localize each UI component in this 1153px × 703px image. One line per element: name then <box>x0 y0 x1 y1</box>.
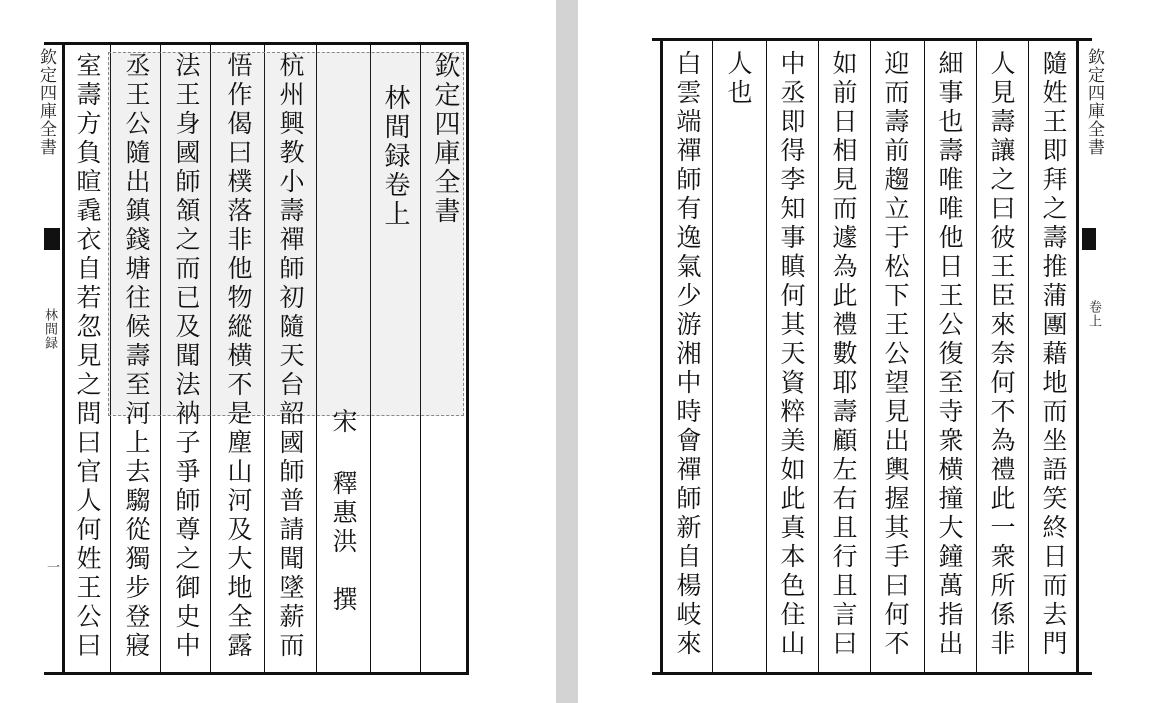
column-rule <box>976 38 977 675</box>
fish-tail-mark <box>1082 228 1096 250</box>
author: 釋惠洪 撰 <box>329 470 358 615</box>
text-line: 隨姓王即拜之壽推蒲團藉地而坐語笑終日而去門 <box>1039 50 1068 659</box>
dynasty: 宋 <box>329 408 358 437</box>
inner-right-border <box>1076 38 1079 675</box>
text-line: 丞王公隨出鎮錢塘往候壽至河上去騶從獨步登寢 <box>122 52 151 661</box>
text-line: 如前日相見而遽為此禮數耶壽顧左右且行且言曰 <box>829 50 858 659</box>
text-line: 中丞即得李知事瞋何其天資粹美如此真本色住山 <box>777 50 806 659</box>
bottom-border <box>652 672 1092 675</box>
inner-left-border <box>62 42 65 675</box>
column-rule <box>712 38 713 675</box>
top-border <box>44 42 468 45</box>
top-border <box>652 38 1092 41</box>
text-line: 人見壽讓之曰彼王臣來奈何不為禮此一衆所係非 <box>987 50 1016 659</box>
fish-tail-mark <box>44 228 60 250</box>
volume-title: 林間録卷上 <box>380 84 410 229</box>
left-edge-label: 林間録 <box>42 308 57 350</box>
text-line: 室壽方負暄毳衣自若忽見之問曰官人何姓王公曰 <box>73 52 102 661</box>
right-edge-header: 欽定四庫全書 <box>1084 48 1104 156</box>
column-rule <box>1028 38 1029 675</box>
left-page <box>0 0 556 703</box>
column-rule <box>924 38 925 675</box>
bottom-border <box>44 672 468 675</box>
page-gutter <box>556 0 578 703</box>
text-line: 迎而壽前趨立于松下王公望見出輿握其手曰何不 <box>881 50 910 659</box>
text-line: 白雲端禪師有逸氣少游湘中時會禪師新自楊岐來 <box>673 50 702 659</box>
column-rule <box>818 38 819 675</box>
book-header: 欽定四庫全書 <box>430 52 460 226</box>
page-number: 一 <box>44 560 59 574</box>
text-line: 杭州興教小壽禪師初隨天台韶國師普請聞墜薪而 <box>276 52 305 661</box>
column-rule <box>766 38 767 675</box>
text-line: 人也 <box>724 50 753 108</box>
text-line: 細事也壽唯唯他日王公復至寺衆横撞大鐘萬指出 <box>935 50 964 659</box>
right-border <box>466 42 469 675</box>
text-line: 法王身國師頷之而已及聞法衲子爭師尊之御史中 <box>172 52 201 661</box>
column-rule <box>870 38 871 675</box>
left-edge-header: 欽定四庫全書 <box>36 48 56 156</box>
right-edge-label: 卷上 <box>1086 300 1101 328</box>
right-page <box>578 0 1153 703</box>
left-border <box>660 38 663 675</box>
text-line: 悟作偈曰樸落非他物縱横不是塵山河及大地全露 <box>224 52 253 661</box>
